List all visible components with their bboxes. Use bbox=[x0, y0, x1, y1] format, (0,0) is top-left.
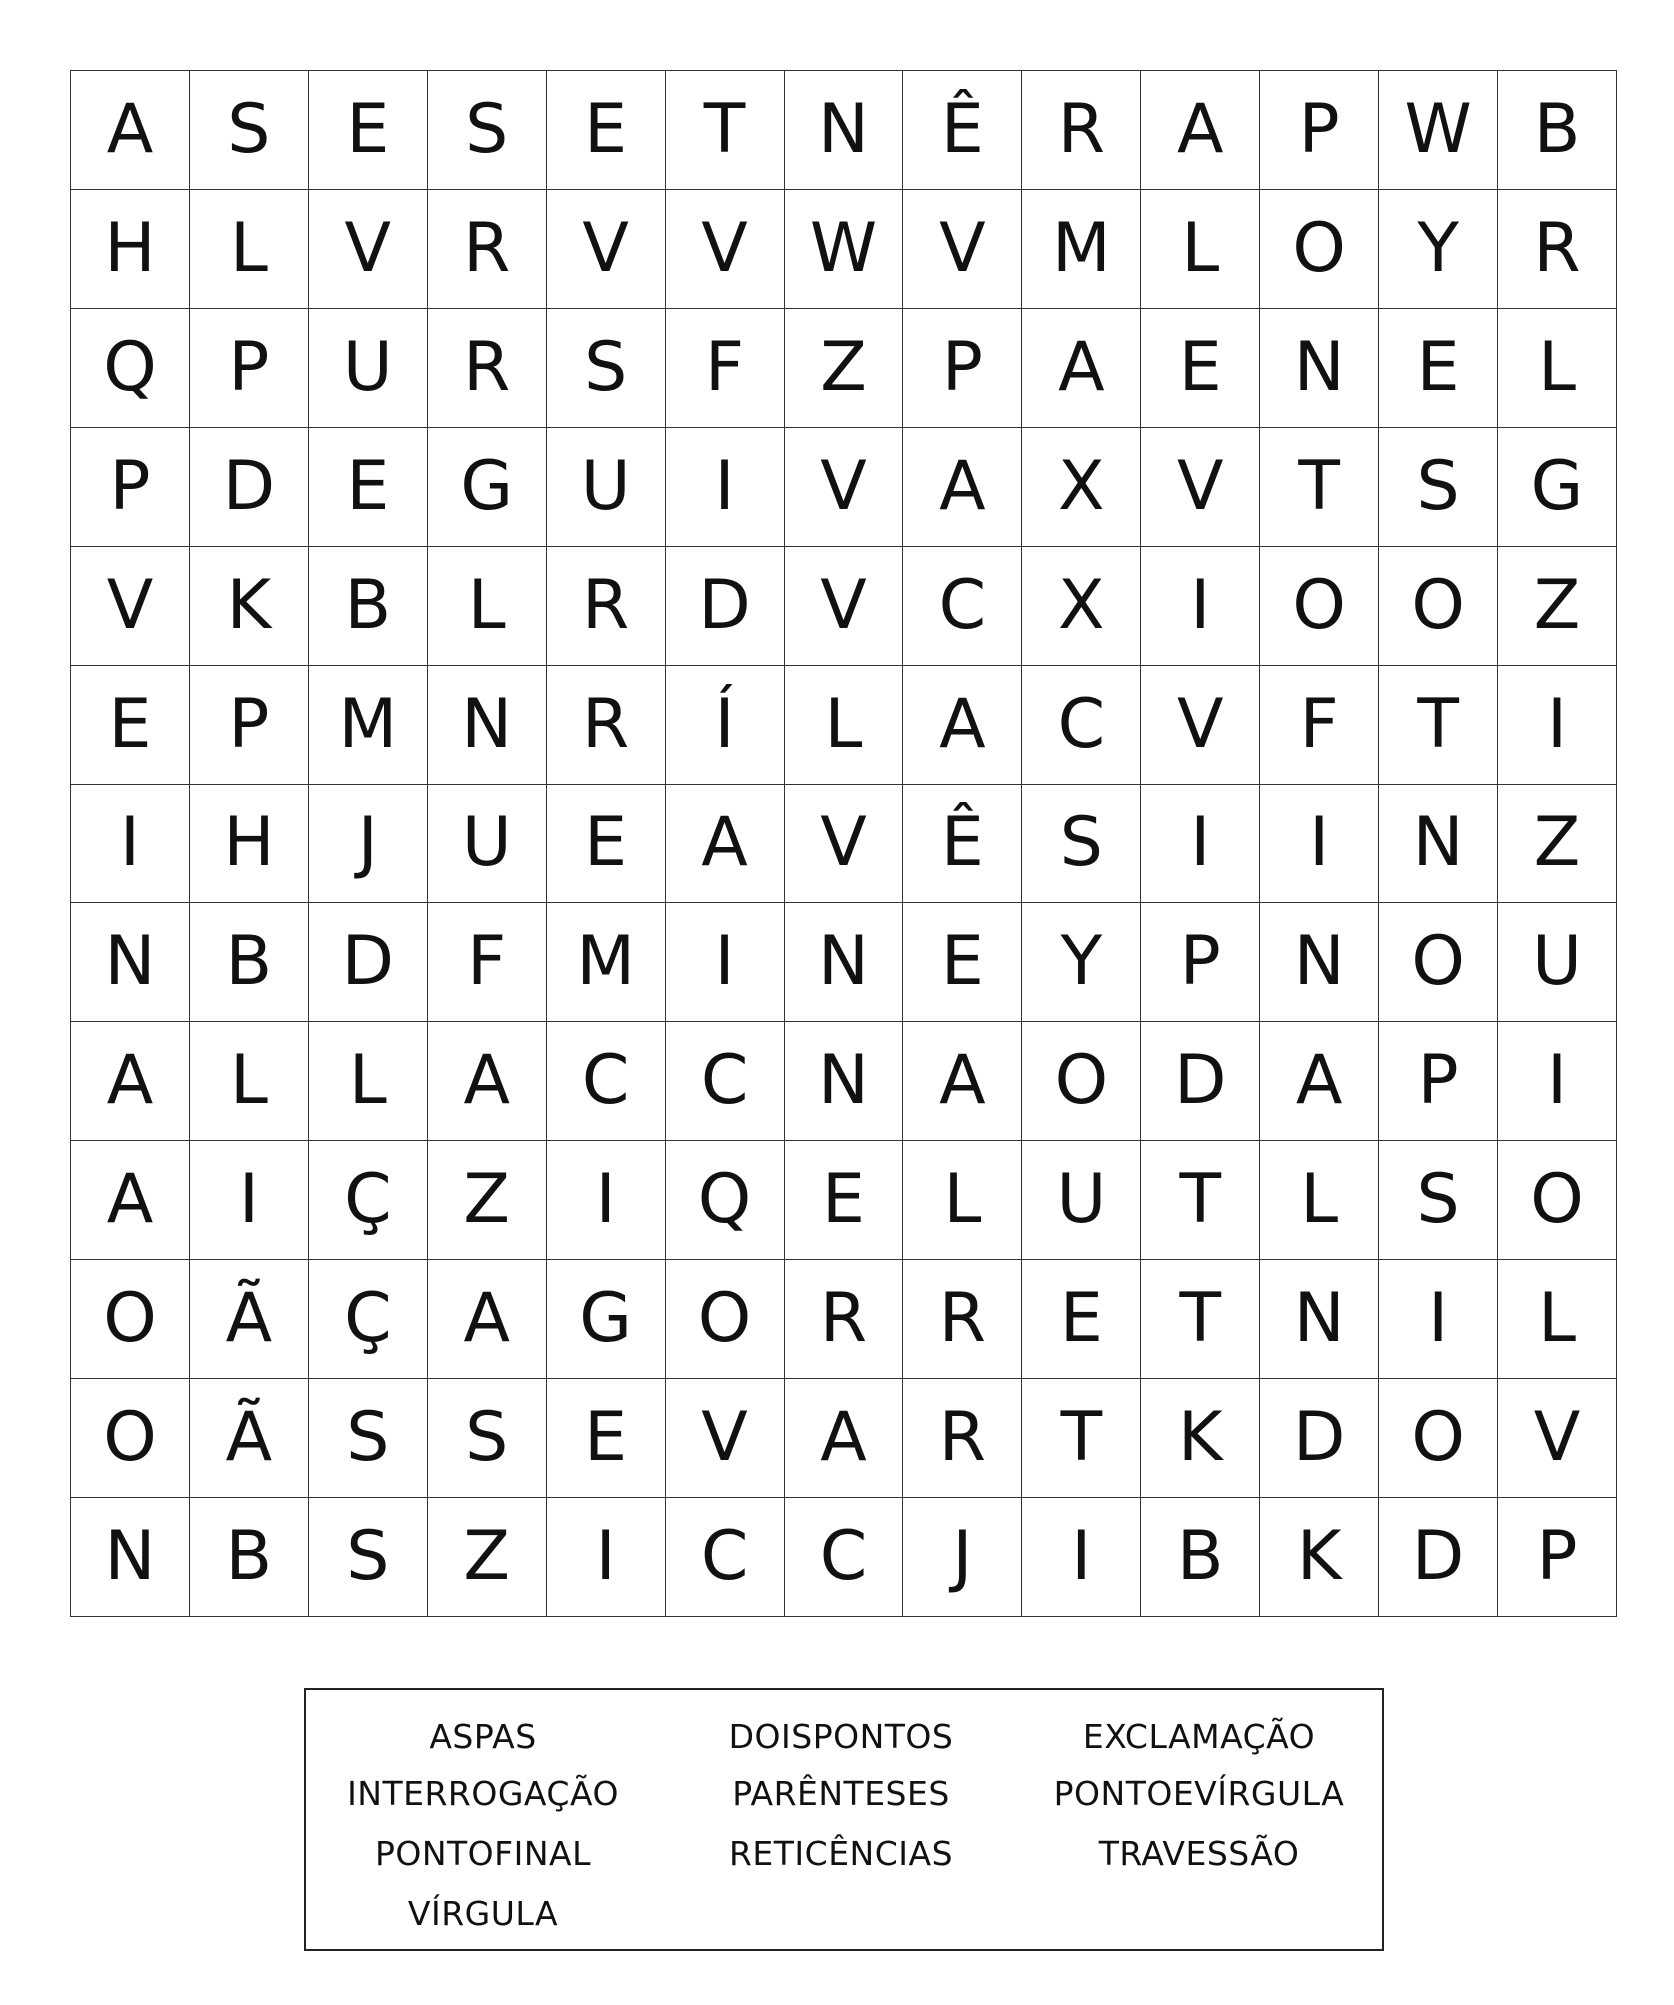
grid-cell[interactable]: Q bbox=[666, 1141, 785, 1260]
grid-cell[interactable]: S bbox=[190, 71, 309, 190]
grid-cell[interactable]: B bbox=[309, 547, 428, 666]
grid-cell[interactable]: E bbox=[785, 1141, 904, 1260]
grid-cell[interactable]: Ã bbox=[190, 1379, 309, 1498]
grid-cell[interactable]: B bbox=[1498, 71, 1617, 190]
grid-cell[interactable]: V bbox=[785, 547, 904, 666]
grid-cell[interactable]: Q bbox=[71, 309, 190, 428]
grid-cell[interactable]: E bbox=[1022, 1260, 1141, 1379]
grid-cell[interactable]: G bbox=[547, 1260, 666, 1379]
grid-cell[interactable]: G bbox=[428, 428, 547, 547]
grid-cell[interactable]: N bbox=[1260, 309, 1379, 428]
grid-cell[interactable]: S bbox=[1022, 785, 1141, 904]
grid-cell[interactable]: I bbox=[547, 1498, 666, 1617]
grid-cell[interactable]: S bbox=[1379, 1141, 1498, 1260]
grid-cell[interactable]: O bbox=[1379, 903, 1498, 1022]
grid-cell[interactable]: L bbox=[1498, 1260, 1617, 1379]
grid-cell[interactable]: L bbox=[309, 1022, 428, 1141]
grid-cell[interactable]: U bbox=[1498, 903, 1617, 1022]
grid-cell[interactable]: I bbox=[1141, 547, 1260, 666]
grid-cell[interactable]: N bbox=[785, 903, 904, 1022]
grid-cell[interactable]: N bbox=[1379, 785, 1498, 904]
grid-cell[interactable]: V bbox=[903, 190, 1022, 309]
grid-cell[interactable]: N bbox=[71, 903, 190, 1022]
grid-cell[interactable]: U bbox=[309, 309, 428, 428]
grid-cell[interactable]: E bbox=[309, 428, 428, 547]
grid-cell[interactable]: I bbox=[190, 1141, 309, 1260]
grid-cell[interactable]: J bbox=[903, 1498, 1022, 1617]
grid-cell[interactable]: S bbox=[1379, 428, 1498, 547]
grid-cell[interactable]: O bbox=[1260, 547, 1379, 666]
grid-cell[interactable]: L bbox=[1260, 1141, 1379, 1260]
grid-cell[interactable]: L bbox=[190, 1022, 309, 1141]
grid-cell[interactable]: W bbox=[1379, 71, 1498, 190]
grid-cell[interactable]: Z bbox=[1498, 785, 1617, 904]
grid-cell[interactable]: V bbox=[309, 190, 428, 309]
grid-cell[interactable]: R bbox=[903, 1260, 1022, 1379]
grid-cell[interactable]: O bbox=[1379, 547, 1498, 666]
grid-cell[interactable]: V bbox=[547, 190, 666, 309]
grid-cell[interactable]: V bbox=[785, 785, 904, 904]
grid-cell[interactable]: M bbox=[309, 666, 428, 785]
grid-cell[interactable]: Ê bbox=[903, 785, 1022, 904]
grid-cell[interactable]: H bbox=[190, 785, 309, 904]
grid-cell[interactable]: T bbox=[666, 71, 785, 190]
grid-cell[interactable]: P bbox=[903, 309, 1022, 428]
grid-cell[interactable]: R bbox=[1022, 71, 1141, 190]
grid-cell[interactable]: Z bbox=[1498, 547, 1617, 666]
grid-cell[interactable]: Ç bbox=[309, 1260, 428, 1379]
grid-cell[interactable]: T bbox=[1141, 1260, 1260, 1379]
grid-cell[interactable]: P bbox=[190, 666, 309, 785]
grid-cell[interactable]: R bbox=[547, 547, 666, 666]
grid-cell[interactable]: Z bbox=[428, 1141, 547, 1260]
grid-cell[interactable]: E bbox=[547, 1379, 666, 1498]
grid-cell[interactable]: Ê bbox=[903, 71, 1022, 190]
grid-cell[interactable]: F bbox=[1260, 666, 1379, 785]
grid-cell[interactable]: J bbox=[309, 785, 428, 904]
grid-cell[interactable]: L bbox=[428, 547, 547, 666]
grid-cell[interactable]: D bbox=[190, 428, 309, 547]
grid-cell[interactable]: V bbox=[71, 547, 190, 666]
grid-cell[interactable]: O bbox=[71, 1379, 190, 1498]
word-list-box bbox=[304, 1688, 1384, 1951]
grid-cell[interactable]: R bbox=[428, 309, 547, 428]
word-list-item: INTERROGAÇÃO bbox=[347, 1774, 619, 1813]
grid-cell[interactable]: B bbox=[1141, 1498, 1260, 1617]
grid-cell[interactable]: A bbox=[903, 1022, 1022, 1141]
grid-cell[interactable]: O bbox=[1379, 1379, 1498, 1498]
grid-cell[interactable]: E bbox=[1379, 309, 1498, 428]
grid-cell[interactable]: D bbox=[666, 547, 785, 666]
grid-cell[interactable]: I bbox=[1498, 1022, 1617, 1141]
grid-cell[interactable]: Ã bbox=[190, 1260, 309, 1379]
grid-cell[interactable]: A bbox=[1141, 71, 1260, 190]
grid-cell[interactable]: H bbox=[71, 190, 190, 309]
letter-grid bbox=[70, 70, 1617, 1617]
grid-cell[interactable]: A bbox=[666, 785, 785, 904]
grid-cell[interactable]: R bbox=[547, 666, 666, 785]
grid-cell[interactable]: E bbox=[547, 71, 666, 190]
grid-cell[interactable]: B bbox=[190, 1498, 309, 1617]
word-list-item: PONTOFINAL bbox=[374, 1834, 592, 1873]
grid-cell[interactable]: I bbox=[547, 1141, 666, 1260]
grid-cell[interactable]: N bbox=[1260, 1260, 1379, 1379]
grid-cell[interactable]: L bbox=[903, 1141, 1022, 1260]
grid-cell[interactable]: R bbox=[903, 1379, 1022, 1498]
grid-cell[interactable]: R bbox=[1498, 190, 1617, 309]
grid-cell[interactable]: C bbox=[903, 547, 1022, 666]
grid-cell[interactable]: P bbox=[1498, 1498, 1617, 1617]
grid-cell[interactable]: N bbox=[428, 666, 547, 785]
grid-cell[interactable]: O bbox=[71, 1260, 190, 1379]
word-list-item: PONTOEVÍRGULA bbox=[1053, 1774, 1345, 1813]
grid-cell[interactable]: I bbox=[1379, 1260, 1498, 1379]
grid-cell[interactable]: U bbox=[547, 428, 666, 547]
grid-cell[interactable]: Ç bbox=[309, 1141, 428, 1260]
grid-cell[interactable]: D bbox=[1260, 1379, 1379, 1498]
grid-cell[interactable]: W bbox=[785, 190, 904, 309]
grid-cell[interactable]: A bbox=[71, 71, 190, 190]
grid-cell[interactable]: A bbox=[903, 428, 1022, 547]
grid-cell[interactable]: Y bbox=[1022, 903, 1141, 1022]
grid-cell[interactable]: B bbox=[190, 903, 309, 1022]
grid-cell[interactable]: D bbox=[1141, 1022, 1260, 1141]
grid-cell[interactable]: S bbox=[428, 71, 547, 190]
word-list-item: EXCLAMAÇÃO bbox=[1082, 1717, 1316, 1756]
grid-cell[interactable]: S bbox=[309, 1379, 428, 1498]
word-list-item: PARÊNTESES bbox=[732, 1774, 950, 1813]
grid-cell[interactable]: O bbox=[1260, 190, 1379, 309]
grid-cell[interactable]: R bbox=[428, 190, 547, 309]
grid-cell[interactable]: E bbox=[547, 785, 666, 904]
grid-cell[interactable]: E bbox=[309, 71, 428, 190]
grid-cell[interactable]: T bbox=[1022, 1379, 1141, 1498]
grid-cell[interactable]: D bbox=[1379, 1498, 1498, 1617]
grid-cell[interactable]: F bbox=[666, 309, 785, 428]
grid-cell[interactable]: Í bbox=[666, 666, 785, 785]
grid-cell[interactable]: S bbox=[547, 309, 666, 428]
grid-cell[interactable]: I bbox=[1022, 1498, 1141, 1617]
grid-cell[interactable]: E bbox=[903, 903, 1022, 1022]
grid-cell[interactable]: S bbox=[428, 1379, 547, 1498]
grid-cell[interactable]: A bbox=[428, 1022, 547, 1141]
grid-cell[interactable]: K bbox=[1260, 1498, 1379, 1617]
grid-cell[interactable]: V bbox=[666, 1379, 785, 1498]
grid-cell[interactable]: T bbox=[1260, 428, 1379, 547]
grid-cell[interactable]: C bbox=[547, 1022, 666, 1141]
grid-cell[interactable]: V bbox=[666, 190, 785, 309]
grid-cell[interactable]: U bbox=[1022, 1141, 1141, 1260]
grid-cell[interactable]: N bbox=[1260, 903, 1379, 1022]
grid-cell[interactable]: N bbox=[785, 1022, 904, 1141]
grid-cell[interactable]: C bbox=[666, 1498, 785, 1617]
grid-cell[interactable]: O bbox=[1498, 1141, 1617, 1260]
grid-cell[interactable]: M bbox=[547, 903, 666, 1022]
grid-cell[interactable]: Y bbox=[1379, 190, 1498, 309]
grid-cell[interactable]: V bbox=[1141, 666, 1260, 785]
grid-cell[interactable]: K bbox=[1141, 1379, 1260, 1498]
grid-cell[interactable]: Z bbox=[428, 1498, 547, 1617]
word-list-item: RETICÊNCIAS bbox=[728, 1834, 954, 1873]
grid-cell[interactable]: R bbox=[785, 1260, 904, 1379]
grid-cell[interactable]: L bbox=[1141, 190, 1260, 309]
word-list-item: TRAVESSÃO bbox=[1098, 1834, 1300, 1873]
word-list-item: VÍRGULA bbox=[407, 1894, 559, 1933]
grid-cell[interactable]: G bbox=[1498, 428, 1617, 547]
grid-cell[interactable]: A bbox=[1260, 1022, 1379, 1141]
grid-cell[interactable]: L bbox=[785, 666, 904, 785]
grid-cell[interactable]: C bbox=[666, 1022, 785, 1141]
grid-cell[interactable]: O bbox=[666, 1260, 785, 1379]
grid-cell[interactable]: N bbox=[785, 71, 904, 190]
grid-cell[interactable]: C bbox=[785, 1498, 904, 1617]
grid-cell[interactable]: O bbox=[1022, 1022, 1141, 1141]
grid-cell[interactable]: P bbox=[1260, 71, 1379, 190]
grid-cell[interactable]: A bbox=[71, 1141, 190, 1260]
grid-cell[interactable]: X bbox=[1022, 547, 1141, 666]
grid-cell[interactable]: P bbox=[190, 309, 309, 428]
grid-cell[interactable]: S bbox=[309, 1498, 428, 1617]
grid-cell[interactable]: Z bbox=[785, 309, 904, 428]
word-list-item: DOISPONTOS bbox=[728, 1717, 954, 1756]
grid-cell[interactable]: P bbox=[1379, 1022, 1498, 1141]
grid-cell[interactable]: A bbox=[785, 1379, 904, 1498]
grid-cell[interactable]: T bbox=[1379, 666, 1498, 785]
grid-cell[interactable]: X bbox=[1022, 428, 1141, 547]
grid-cell[interactable]: E bbox=[71, 666, 190, 785]
grid-cell[interactable]: N bbox=[71, 1498, 190, 1617]
grid-cell[interactable]: V bbox=[785, 428, 904, 547]
grid-cell[interactable]: D bbox=[309, 903, 428, 1022]
grid-cell[interactable]: T bbox=[1141, 1141, 1260, 1260]
grid-cell[interactable]: K bbox=[190, 547, 309, 666]
grid-cell[interactable]: A bbox=[428, 1260, 547, 1379]
grid-cell[interactable]: I bbox=[1498, 666, 1617, 785]
grid-cell[interactable]: I bbox=[1141, 785, 1260, 904]
grid-cell[interactable]: M bbox=[1022, 190, 1141, 309]
grid-cell[interactable]: A bbox=[1022, 309, 1141, 428]
grid-cell[interactable]: L bbox=[190, 190, 309, 309]
grid-cell[interactable]: L bbox=[1498, 309, 1617, 428]
grid-cell[interactable]: I bbox=[71, 785, 190, 904]
grid-cell[interactable]: P bbox=[1141, 903, 1260, 1022]
grid-cell[interactable]: V bbox=[1141, 428, 1260, 547]
grid-cell[interactable]: P bbox=[71, 428, 190, 547]
grid-cell[interactable]: A bbox=[903, 666, 1022, 785]
grid-cell[interactable]: E bbox=[1141, 309, 1260, 428]
grid-cell[interactable]: U bbox=[428, 785, 547, 904]
grid-cell[interactable]: I bbox=[666, 428, 785, 547]
grid-cell[interactable]: I bbox=[1260, 785, 1379, 904]
grid-cell[interactable]: I bbox=[666, 903, 785, 1022]
grid-cell[interactable]: C bbox=[1022, 666, 1141, 785]
grid-cell[interactable]: V bbox=[1498, 1379, 1617, 1498]
grid-cell[interactable]: F bbox=[428, 903, 547, 1022]
word-list-item: ASPAS bbox=[429, 1717, 537, 1756]
grid-cell[interactable]: A bbox=[71, 1022, 190, 1141]
